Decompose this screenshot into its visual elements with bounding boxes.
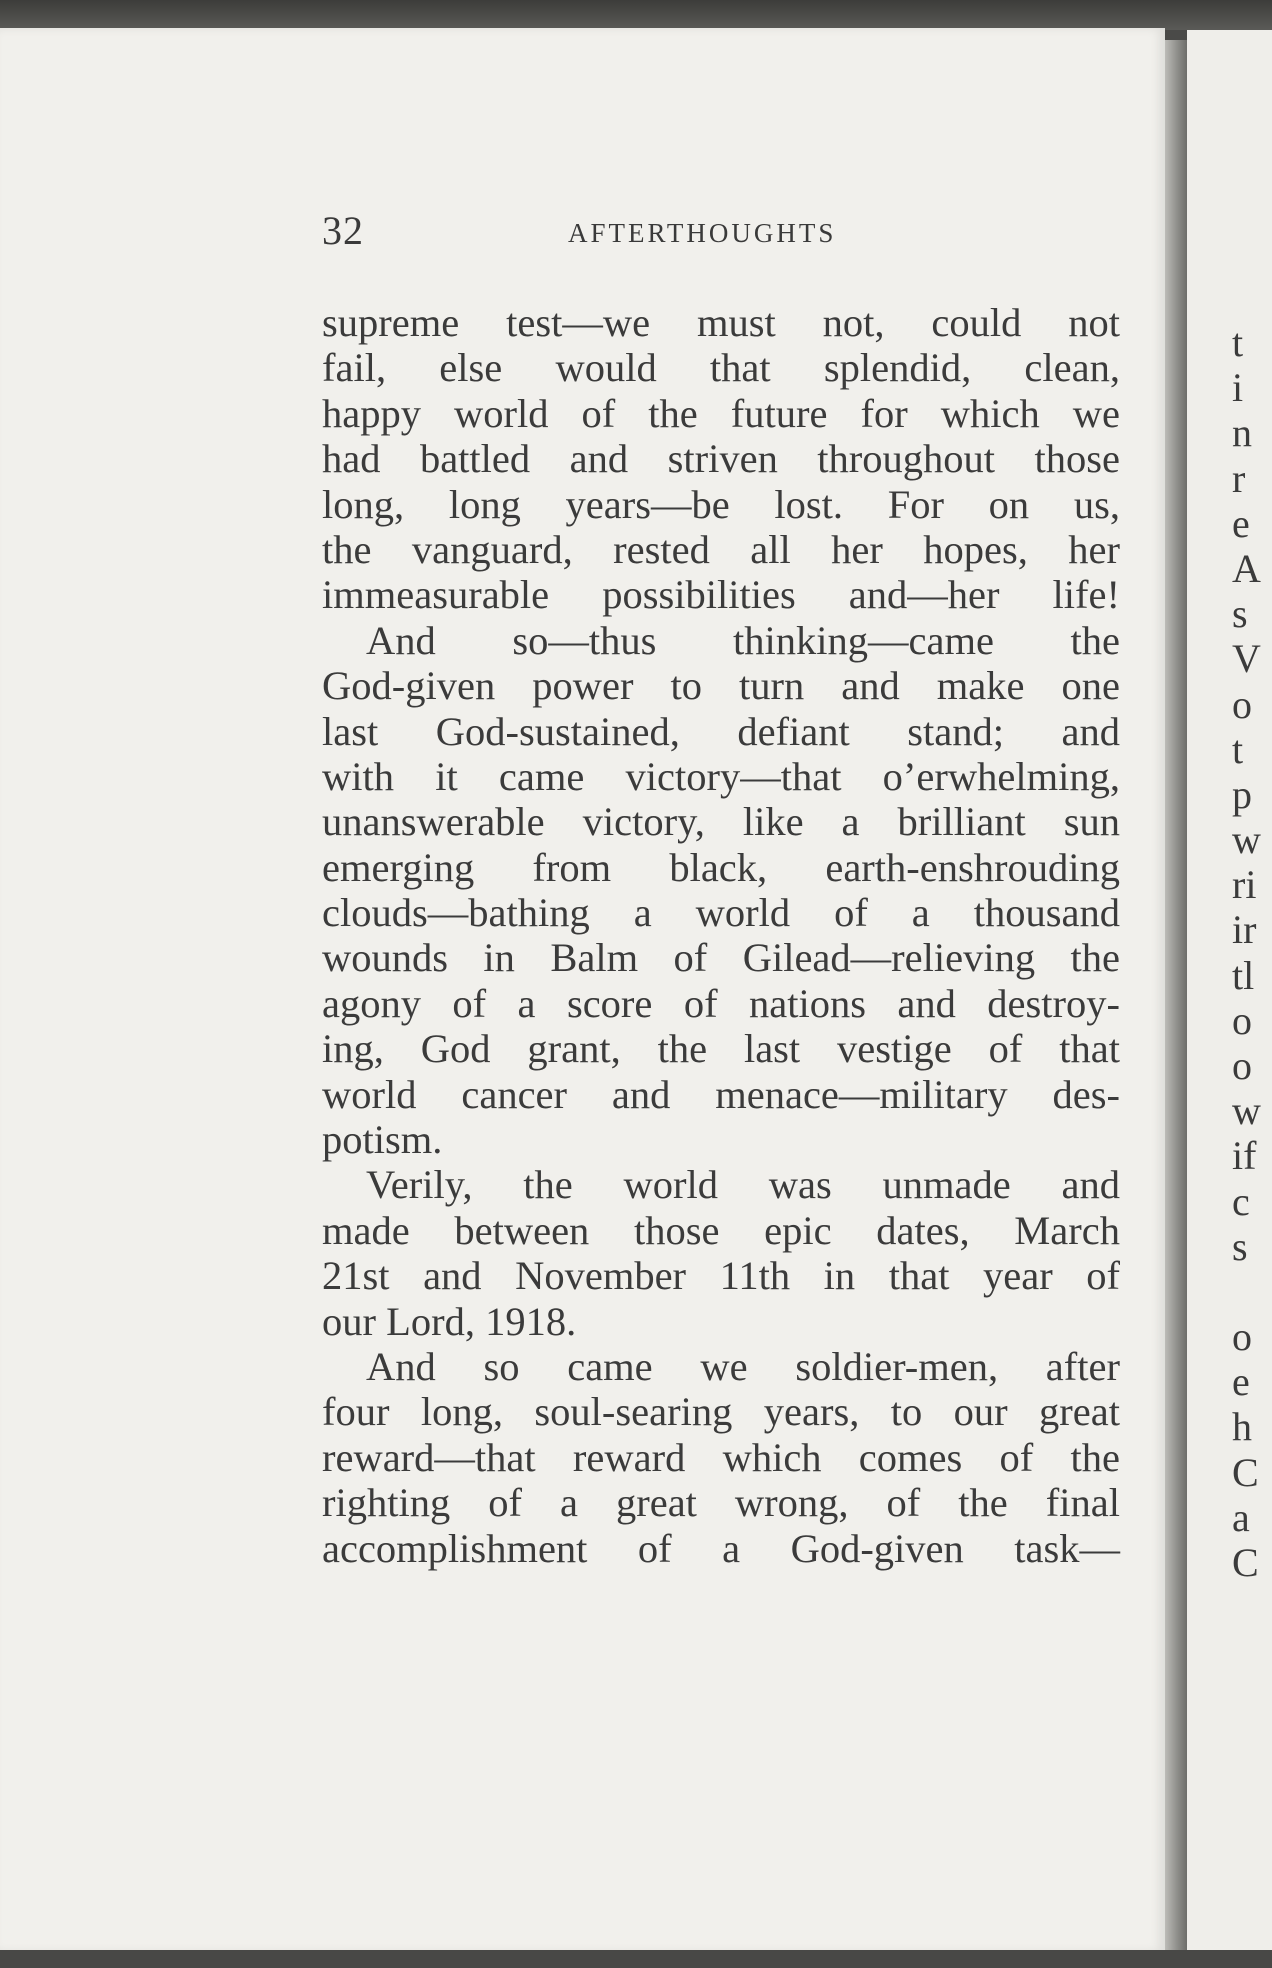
scan-bottom-edge bbox=[0, 1950, 1272, 1968]
facing-line: r bbox=[1232, 455, 1246, 501]
facing-line: t bbox=[1232, 726, 1244, 772]
text-line: And so—thus thinking—came the bbox=[366, 617, 1120, 663]
text-line: 21st and November 11th in that year of bbox=[322, 1253, 1120, 1299]
facing-line: if bbox=[1232, 1133, 1257, 1179]
running-head bbox=[322, 204, 1122, 258]
text-line: And so came we soldier-men, after bbox=[366, 1343, 1120, 1389]
text-line: God-given power to turn and make one bbox=[322, 663, 1120, 709]
facing-line: o bbox=[1232, 1313, 1252, 1359]
text-line: wounds in Balm of Gilead—relieving the bbox=[322, 935, 1120, 981]
text-line: fail, else would that splendid, clean, bbox=[322, 345, 1120, 391]
facing-line: A bbox=[1232, 545, 1261, 591]
text-line: world cancer and menace—military des- bbox=[322, 1071, 1120, 1117]
book-gutter bbox=[1165, 40, 1187, 1952]
facing-line: e bbox=[1232, 1359, 1250, 1405]
scan-top-edge bbox=[0, 0, 1272, 30]
text-line: clouds—bathing a world of a thousand bbox=[322, 890, 1120, 936]
facing-line: ir bbox=[1232, 907, 1257, 953]
facing-line: p bbox=[1232, 771, 1252, 817]
facing-line: a bbox=[1232, 1494, 1250, 1540]
facing-line: o bbox=[1232, 1043, 1252, 1088]
text-line: reward—that reward which comes of the bbox=[322, 1434, 1120, 1480]
text-line: unanswerable victory, like a brilliant sun bbox=[322, 799, 1120, 845]
text-line: potism. bbox=[322, 1117, 443, 1163]
facing-line: o bbox=[1232, 681, 1252, 727]
page-number: 32 bbox=[322, 208, 364, 253]
facing-line: c bbox=[1232, 1178, 1250, 1224]
text-line: supreme test—we must not, could not bbox=[322, 300, 1120, 345]
facing-page-text bbox=[1232, 320, 1272, 1585]
text-line: agony of a score of nations and destroy- bbox=[322, 980, 1120, 1026]
text-line: long, long years—be lost. For on us, bbox=[322, 481, 1120, 527]
facing-line: h bbox=[1232, 1404, 1252, 1450]
facing-line: e bbox=[1232, 500, 1250, 546]
text-line: immeasurable possibilities and—her life! bbox=[322, 572, 1120, 618]
facing-line: o bbox=[1232, 997, 1252, 1043]
facing-line: C bbox=[1232, 1539, 1259, 1585]
text-line: with it came victory—that o’erwhelming, bbox=[322, 753, 1120, 799]
text-line: ing, God grant, the last vestige of that bbox=[322, 1026, 1120, 1072]
text-line: accomplishment of a God-given task— bbox=[322, 1525, 1120, 1571]
facing-line: w bbox=[1232, 1088, 1261, 1134]
facing-line: V bbox=[1232, 636, 1261, 682]
text-line: happy world of the future for which we bbox=[322, 390, 1120, 436]
text-line: righting of a great wrong, of the final bbox=[322, 1480, 1120, 1526]
facing-line: tl bbox=[1232, 952, 1255, 998]
facing-line: i bbox=[1232, 365, 1244, 411]
facing-line: s bbox=[1232, 1223, 1248, 1269]
facing-line: ri bbox=[1232, 862, 1257, 908]
text-line: last God-sustained, defiant stand; and bbox=[322, 708, 1120, 754]
text-line: emerging from black, earth-enshrouding bbox=[322, 844, 1120, 890]
text-line: Verily, the world was unmade and bbox=[366, 1162, 1120, 1208]
facing-line: w bbox=[1232, 817, 1261, 863]
text-line: four long, soul-searing years, to our great bbox=[322, 1389, 1120, 1435]
facing-line: s bbox=[1232, 591, 1248, 637]
facing-line: n bbox=[1232, 410, 1252, 456]
facing-line: C bbox=[1232, 1449, 1259, 1495]
text-line: made between those epic dates, March bbox=[322, 1207, 1120, 1253]
body-text bbox=[322, 300, 1120, 1571]
facing-line: t bbox=[1232, 320, 1244, 365]
text-line: the vanguard, rested all her hopes, her bbox=[322, 526, 1120, 572]
text-line: had battled and striven throughout those bbox=[322, 436, 1120, 482]
text-line: our Lord, 1918. bbox=[322, 1298, 577, 1344]
running-title: AFTERTHOUGHTS bbox=[568, 218, 837, 248]
